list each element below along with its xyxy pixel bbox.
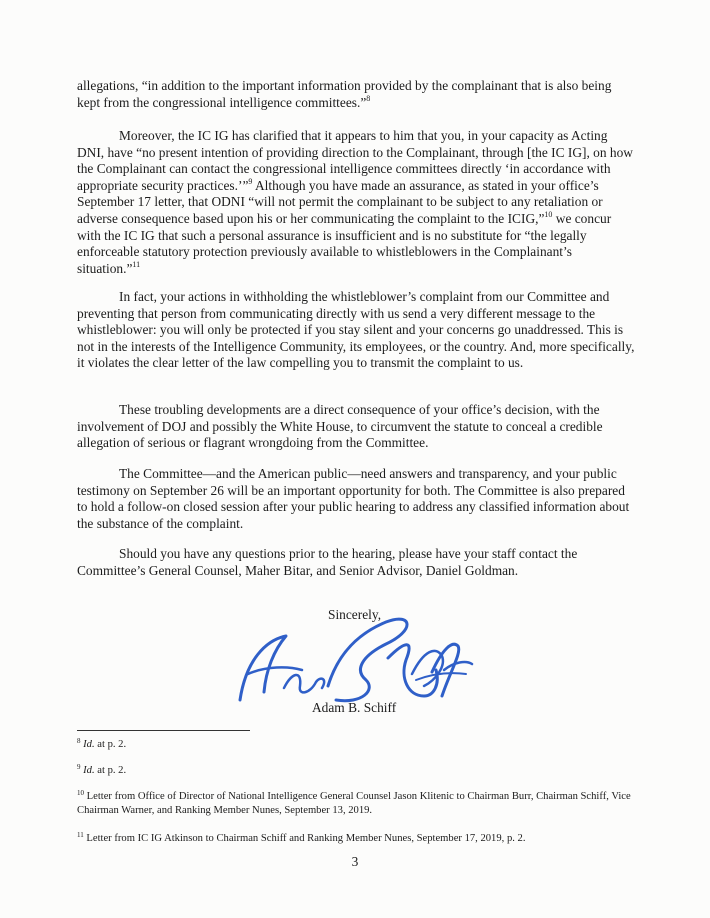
footnote-11 (77, 832, 637, 846)
closing: Sincerely, (328, 607, 382, 622)
paragraph-2-text-b: Although you have made an assurance, as stated in your office’s September 17 letter, that ODNI “will not permit the complainant to be subject to any retaliation or adverse consequence based upon his or her communicating the complaint to the ICIG,” (77, 177, 603, 226)
footnote-number: 11 (77, 831, 84, 839)
footnote-text: Letter from IC IG Atkinson to Chairman Schiff and Ranking Member Nunes, September 17, 2019, p. 2. (86, 833, 526, 844)
paragraph-3 (77, 289, 637, 372)
paragraph-4 (77, 402, 637, 452)
footnote-italic: Id. (83, 739, 95, 750)
paragraph-1-text: allegations, “in addition to the important information provided by the complainant that is also being kept from the congressional intelligence committees.” (77, 78, 612, 110)
footnote-number: 9 (77, 763, 81, 771)
handwritten-signature (236, 600, 476, 720)
signer-name: Adam B. Schiff (312, 700, 397, 715)
paragraph-6 (77, 546, 637, 579)
footnote-ref-8: 8 (366, 93, 371, 103)
footnote-divider (77, 730, 250, 731)
footnote-number: 8 (77, 737, 81, 745)
paragraph-2 (77, 128, 637, 277)
paragraph-3-text: In fact, your actions in withholding the whistleblower’s complaint from our Committee and preventing that person from communicating directly with us send a very different message to the whistleblower: you will only be protected if you stay silent and your concerns go unaddressed. This is not in the interests of the Intelligence Community, its employees, or the country. And, more specifically, it violates the clear letter of the law compelling you to transmit the complaint to us. (77, 289, 635, 371)
paragraph-2-text-c: we concur with the IC IG that such a personal assurance is insufficient and is no substitute for “the legally enforceable statutory protection previously available to whistleblowers in the Complainant’s situation.” (77, 210, 612, 276)
footnote-italic: Id. (83, 765, 95, 776)
footnote-number: 10 (77, 789, 84, 797)
page-number: 3 (351, 854, 359, 869)
footnote-ref-9: 9 (248, 176, 253, 186)
footnote-ref-10: 10 (544, 209, 553, 219)
paragraph-1 (77, 78, 637, 111)
footnote-10 (77, 790, 637, 818)
footnote-text: at p. 2. (94, 739, 127, 750)
paragraph-2-text-a: Moreover, the IC IG has clarified that it appears to him that you, in your capacity as Acting DNI, have “no present intention of providing direction to the Complainant, through [the IC IG], on how the Complainant can contact the congressional intelligence committees directly ‘in accordance with appropriate security practices.’” (77, 128, 633, 193)
footnote-ref-11: 11 (132, 259, 141, 269)
footnote-text: at p. 2. (94, 765, 127, 776)
footnote-text: Letter from Office of Director of National Intelligence General Counsel Jason Klitenic to Chairman Burr, Chairman Schiff, Vice Chairman Warner, and Ranking Member Nunes, September 13, 2019. (77, 791, 631, 816)
paragraph-5-text: The Committee—and the American public—need answers and transparency, and your public testimony on September 26 will be an important opportunity for both. The Committee is also prepared to hold a follow-on closed session after your public hearing to address any classified information about the substance of the complaint. (77, 466, 630, 531)
paragraph-4-text: These troubling developments are a direct consequence of your office’s decision, with the involvement of DOJ and possibly the White House, to circumvent the statute to conceal a credible allegation of serious or flagrant wrongdoing from the Committee. (77, 402, 603, 451)
paragraph-5 (77, 466, 637, 532)
footnote-8 (77, 738, 637, 752)
paragraph-6-text: Should you have any questions prior to the hearing, please have your staff contact the Committee’s General Counsel, Maher Bitar, and Senior Advisor, Daniel Goldman. (77, 546, 578, 578)
footnote-9 (77, 764, 637, 778)
